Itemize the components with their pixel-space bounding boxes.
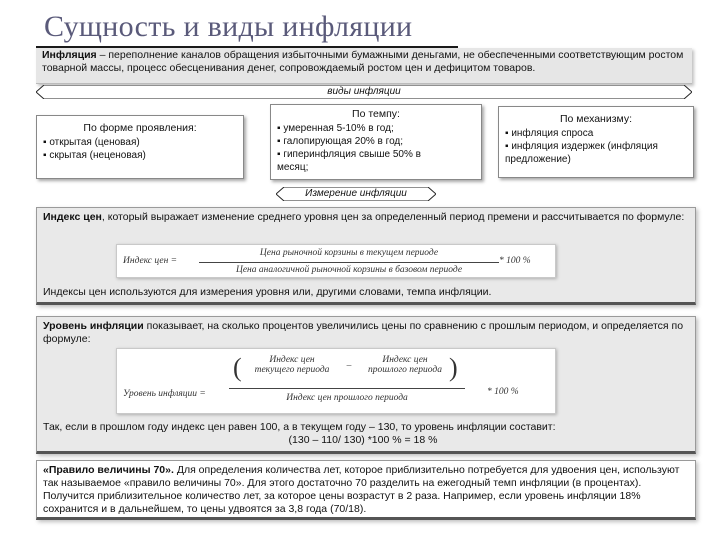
page-title: Сущность и виды инфляции (44, 10, 413, 43)
rule70-panel (36, 460, 696, 520)
inflation-level-text: показывает, на сколько процентов увеличились цены по сравнению с прошлым периодом, и определяется по формуле: (43, 320, 684, 345)
rule70-term: «Правило величины 70». (43, 464, 174, 476)
price-index-text: , который выражает изменение среднего уровня цен за определенный период премени и рассчитывается по формуле: (101, 211, 685, 223)
close-paren: ) (449, 353, 458, 382)
type-mechanism-box (498, 106, 694, 178)
type-form-box (36, 115, 244, 179)
list-item: ▪ скрытая (неценовая) (43, 150, 146, 161)
formula-lhs: Уровень инфляции = (123, 389, 206, 399)
open-paren: ( (233, 353, 242, 382)
list-item: ▪ гиперинфляция свыше 50% в (277, 149, 421, 160)
inflation-level-formula (116, 348, 556, 414)
measure-banner (276, 187, 436, 201)
list-item: ▪ открытая (ценовая) (43, 137, 140, 148)
rule70-text: Для определения количества лет, которое приблизительно потребуется для удвоения цен, используют так называемое «правило величины 70». Для этого достаточно 70 разделить на ежегодный темп инфляции (в процентах). Получится приблизительное количество лет, за которое цены возрастут в 2 раза. Например, если уровень инфляции 18% сохранится и в дальнейшем, то цены удвоятся за 3,8 года (70/18). (43, 464, 680, 515)
formula-numerator: Цена рыночной корзины в текущем периоде (259, 248, 439, 258)
types-banner (36, 85, 692, 99)
list-item: ▪ инфляция спроса (505, 128, 594, 139)
type-mechanism-heading: По механизму: (559, 113, 633, 125)
formula-term-a: Индекс цен текущего периода (254, 355, 330, 375)
list-item: предложение) (505, 154, 571, 165)
definition-box (36, 48, 692, 84)
type-form-heading: По форме проявления: (83, 122, 197, 134)
price-index-term: Индекс цен (43, 211, 102, 223)
formula-multiplier: * 100 % (499, 256, 531, 266)
definition-text: – переполнение каналов обращения избыточными бумажными деньгами, не обеспеченными соответствующим ростом товарной массы, процесс обесценивания денег, сопровождаемый ростом цен и дефицитом товаров. (42, 49, 684, 74)
list-item: месяц; (277, 162, 309, 173)
types-banner-label: виды инфляции (327, 86, 401, 97)
fraction-bar (229, 388, 465, 389)
inflation-level-term: Уровень инфляции (43, 320, 144, 332)
measure-banner-label: Измерение инфляции (305, 188, 407, 199)
formula-denominator: Индекс цен прошлого периода (286, 393, 408, 403)
list-item: ▪ умеренная 5-10% в год; (277, 123, 394, 134)
price-index-formula (116, 244, 556, 278)
formula-multiplier: * 100 % (487, 387, 519, 397)
formula-lhs: Индекс цен = (123, 256, 178, 266)
price-index-note: Индексы цен используются для измерения уровня или, другими словами, темпа инфляции. (43, 286, 492, 298)
formula-denominator: Цена аналогичной рыночной корзины в базовом периоде (235, 265, 463, 275)
list-item: ▪ галопирующая 20% в год; (277, 136, 404, 147)
type-pace-box (270, 104, 482, 180)
list-item: ▪ инфляция издержек (инфляция (505, 141, 658, 152)
formula-minus: – (346, 361, 352, 371)
definition-term: Инфляция (42, 49, 97, 61)
formula-term-b: Индекс цен прошлого периода (368, 355, 442, 375)
inflation-example-calc: (130 – 110/ 130) *100 % = 18 % (288, 434, 438, 446)
type-pace-heading: По темпу: (352, 108, 400, 120)
inflation-example: Так, если в прошлом году индекс цен равен 100, а в текущем году – 130, то уровень инфляции составит: (43, 421, 556, 433)
fraction-bar (199, 262, 499, 263)
